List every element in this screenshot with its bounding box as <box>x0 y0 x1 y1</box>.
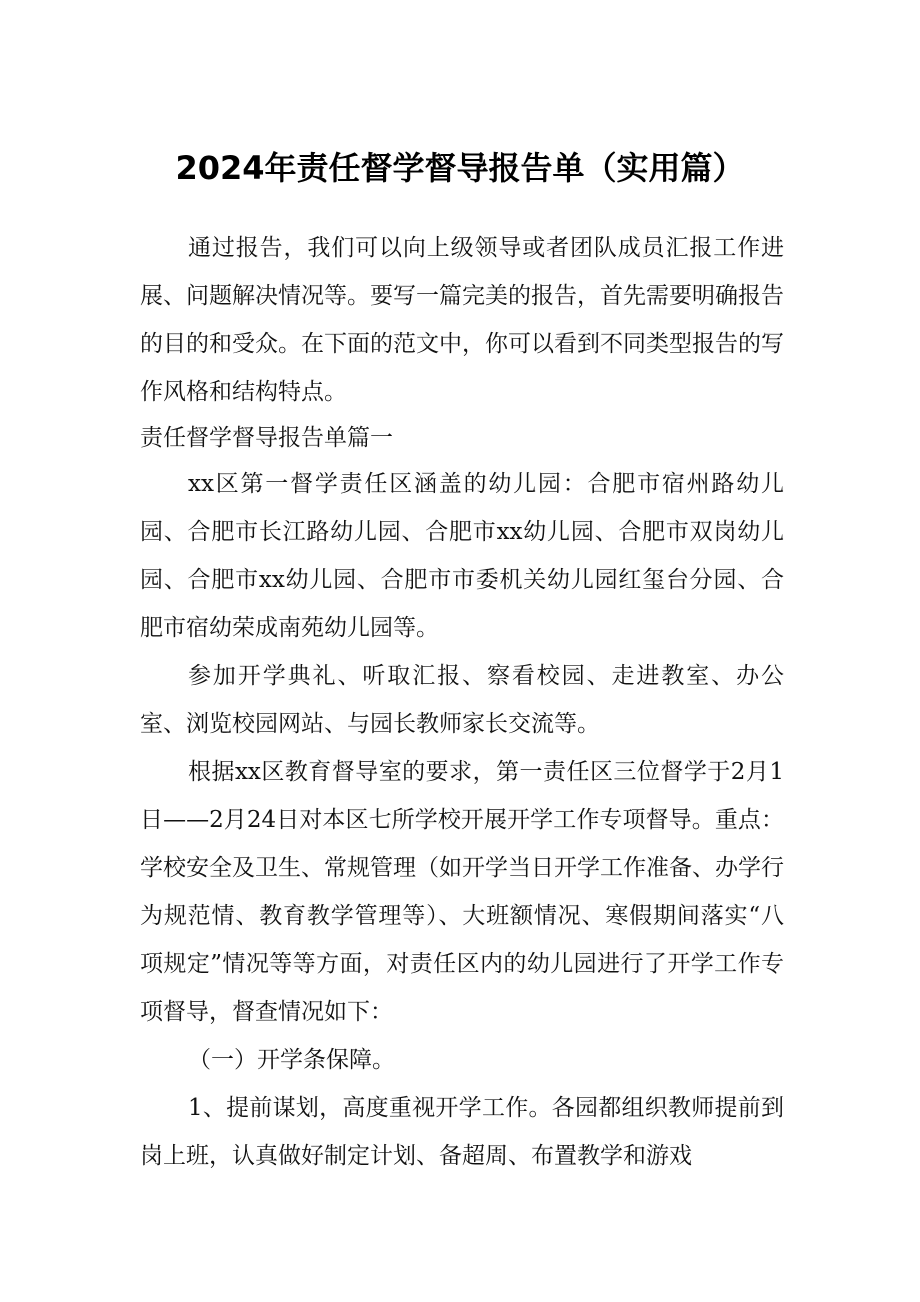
kindergartens-paragraph: xx区第一督学责任区涵盖的幼儿园：合肥市宿州路幼儿园、合肥市长江路幼儿园、合肥市xx幼儿园、合肥市双岗幼儿园、合肥市xx幼儿园、合肥市市委机关幼儿园红玺台分园、合肥市宿幼荣成南苑幼儿园等。 <box>140 471 784 641</box>
requirements-paragraph: 根据xx区教育督导室的要求，第一责任区三位督学于2月1日——2月24日对本区七所学校开展开学工作专项督导。重点：学校安全及卫生、常规管理（如开学当日开学工作准备、办学行为规范情、教育教学管理等）、大班额情况、寒假期间落实“八项规定”情况等等方面，对责任区内的幼儿园进行了开学工作专项督导，督查情况如下： <box>140 759 784 1025</box>
subheading-opening-guarantee: （一）开学条保障。 <box>188 1047 395 1073</box>
section-heading: 责任督学督导报告单篇一 <box>140 425 393 451</box>
document-title: 2024年责任督学督导报告单（实用篇） <box>175 149 745 187</box>
activities-paragraph: 参加开学典礼、听取汇报、察看校园、走进教室、办公室、浏览校园网站、与园长教师家长交流等。 <box>140 663 784 737</box>
document-body <box>140 224 784 1180</box>
item-1-paragraph: 1、提前谋划，高度重视开学工作。各园都组织教师提前到岗上班，认真做好制定计划、备超周、布置教学和游戏 <box>140 1095 784 1169</box>
intro-paragraph: 通过报告，我们可以向上级领导或者团队成员汇报工作进展、问题解决情况等。要写一篇完美的报告，首先需要明确报告的目的和受众。在下面的范文中，你可以看到不同类型报告的写作风格和结构特点。 <box>140 235 784 405</box>
